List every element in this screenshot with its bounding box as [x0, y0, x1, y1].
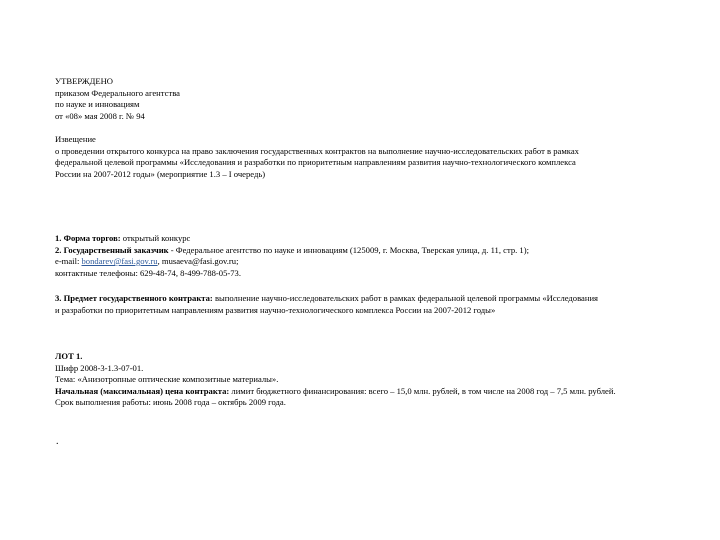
- section-2-num: 2.: [55, 244, 62, 255]
- approval-heading: УТВЕРЖДЕНО: [55, 76, 114, 86]
- section-1: [55, 233, 675, 245]
- section-1-num: 1.: [55, 233, 62, 243]
- section-3-line-1: [55, 293, 675, 305]
- notice-line-3: России на 2007-2012 годы» (мероприятие 1.3 – I очередь): [55, 168, 266, 179]
- approval-date: от «08» мая 2008 г. № 94: [55, 110, 145, 121]
- email-link[interactable]: bondarev@fasi.gov.ru: [81, 256, 158, 266]
- lot-price-label: Начальная (максимальная) цена контракта:: [55, 385, 230, 396]
- notice-title: Извещение: [55, 134, 96, 144]
- approval-order: приказом Федерального агентства: [55, 87, 180, 98]
- section-3-label: Предмет государственного контракта:: [63, 293, 213, 303]
- section-2-label: Государственный заказчик: [63, 244, 169, 255]
- email-second: , musaeva@fasi.gov.ru;: [157, 256, 239, 266]
- lot-block: [55, 351, 675, 409]
- section-1-label: Форма торгов:: [63, 233, 121, 243]
- section-3: [55, 293, 675, 316]
- section-3-text: выполнение научно-исследовательских работ в рамках федеральной целевой программы «Исследования: [214, 293, 599, 303]
- notice-line-2: федеральной целевой программы «Исследования и разработки по приоритетным направлениям развития научно-технологического комплекса: [55, 157, 576, 167]
- lot-price-value: лимит бюджетного финансирования: всего – 15,0 млн. рублей, в том числе на 2008 год – 7,5 млн. рублей.: [231, 385, 616, 396]
- lot-deadline: Срок выполнения работы: июнь 2008 года – октябрь 2009 года.: [55, 397, 286, 407]
- notice-block: [55, 134, 675, 180]
- lot-code: Шифр 2008-3-1.3-07-01.: [55, 362, 144, 373]
- notice-line-1: о проведении открытого конкурса на право заключения государственных контрактов на выполнение научно-исследовательских работ в рамках: [55, 145, 579, 156]
- section-2-value: - Федеральное агентство по науке и инновациям (125009, г. Москва, Тверская улица, д. 11, стр. 1);: [170, 244, 529, 255]
- email-line: [55, 256, 675, 268]
- approval-block: [55, 76, 675, 122]
- lot-topic: Тема: «Анизотропные оптические композитные материалы».: [55, 374, 279, 384]
- lot-title: ЛОТ 1.: [55, 351, 83, 361]
- section-3-line-2: и разработки по приоритетным направлениям развития научно-технологического комплекса России на 2007-2012 годы»: [55, 304, 496, 315]
- section-3-num: 3.: [55, 293, 62, 303]
- section-2: [55, 245, 675, 257]
- section-1-2: [55, 233, 675, 279]
- trailing-dot: .: [56, 436, 59, 447]
- email-label: e-mail:: [55, 256, 80, 266]
- lot-price: [55, 386, 675, 398]
- phones-line: контактные телефоны: 629-48-74, 8-499-788-05-73.: [55, 267, 241, 278]
- approval-agency: по науке и инновациям: [55, 99, 140, 109]
- section-1-value: открытый конкурс: [122, 233, 191, 243]
